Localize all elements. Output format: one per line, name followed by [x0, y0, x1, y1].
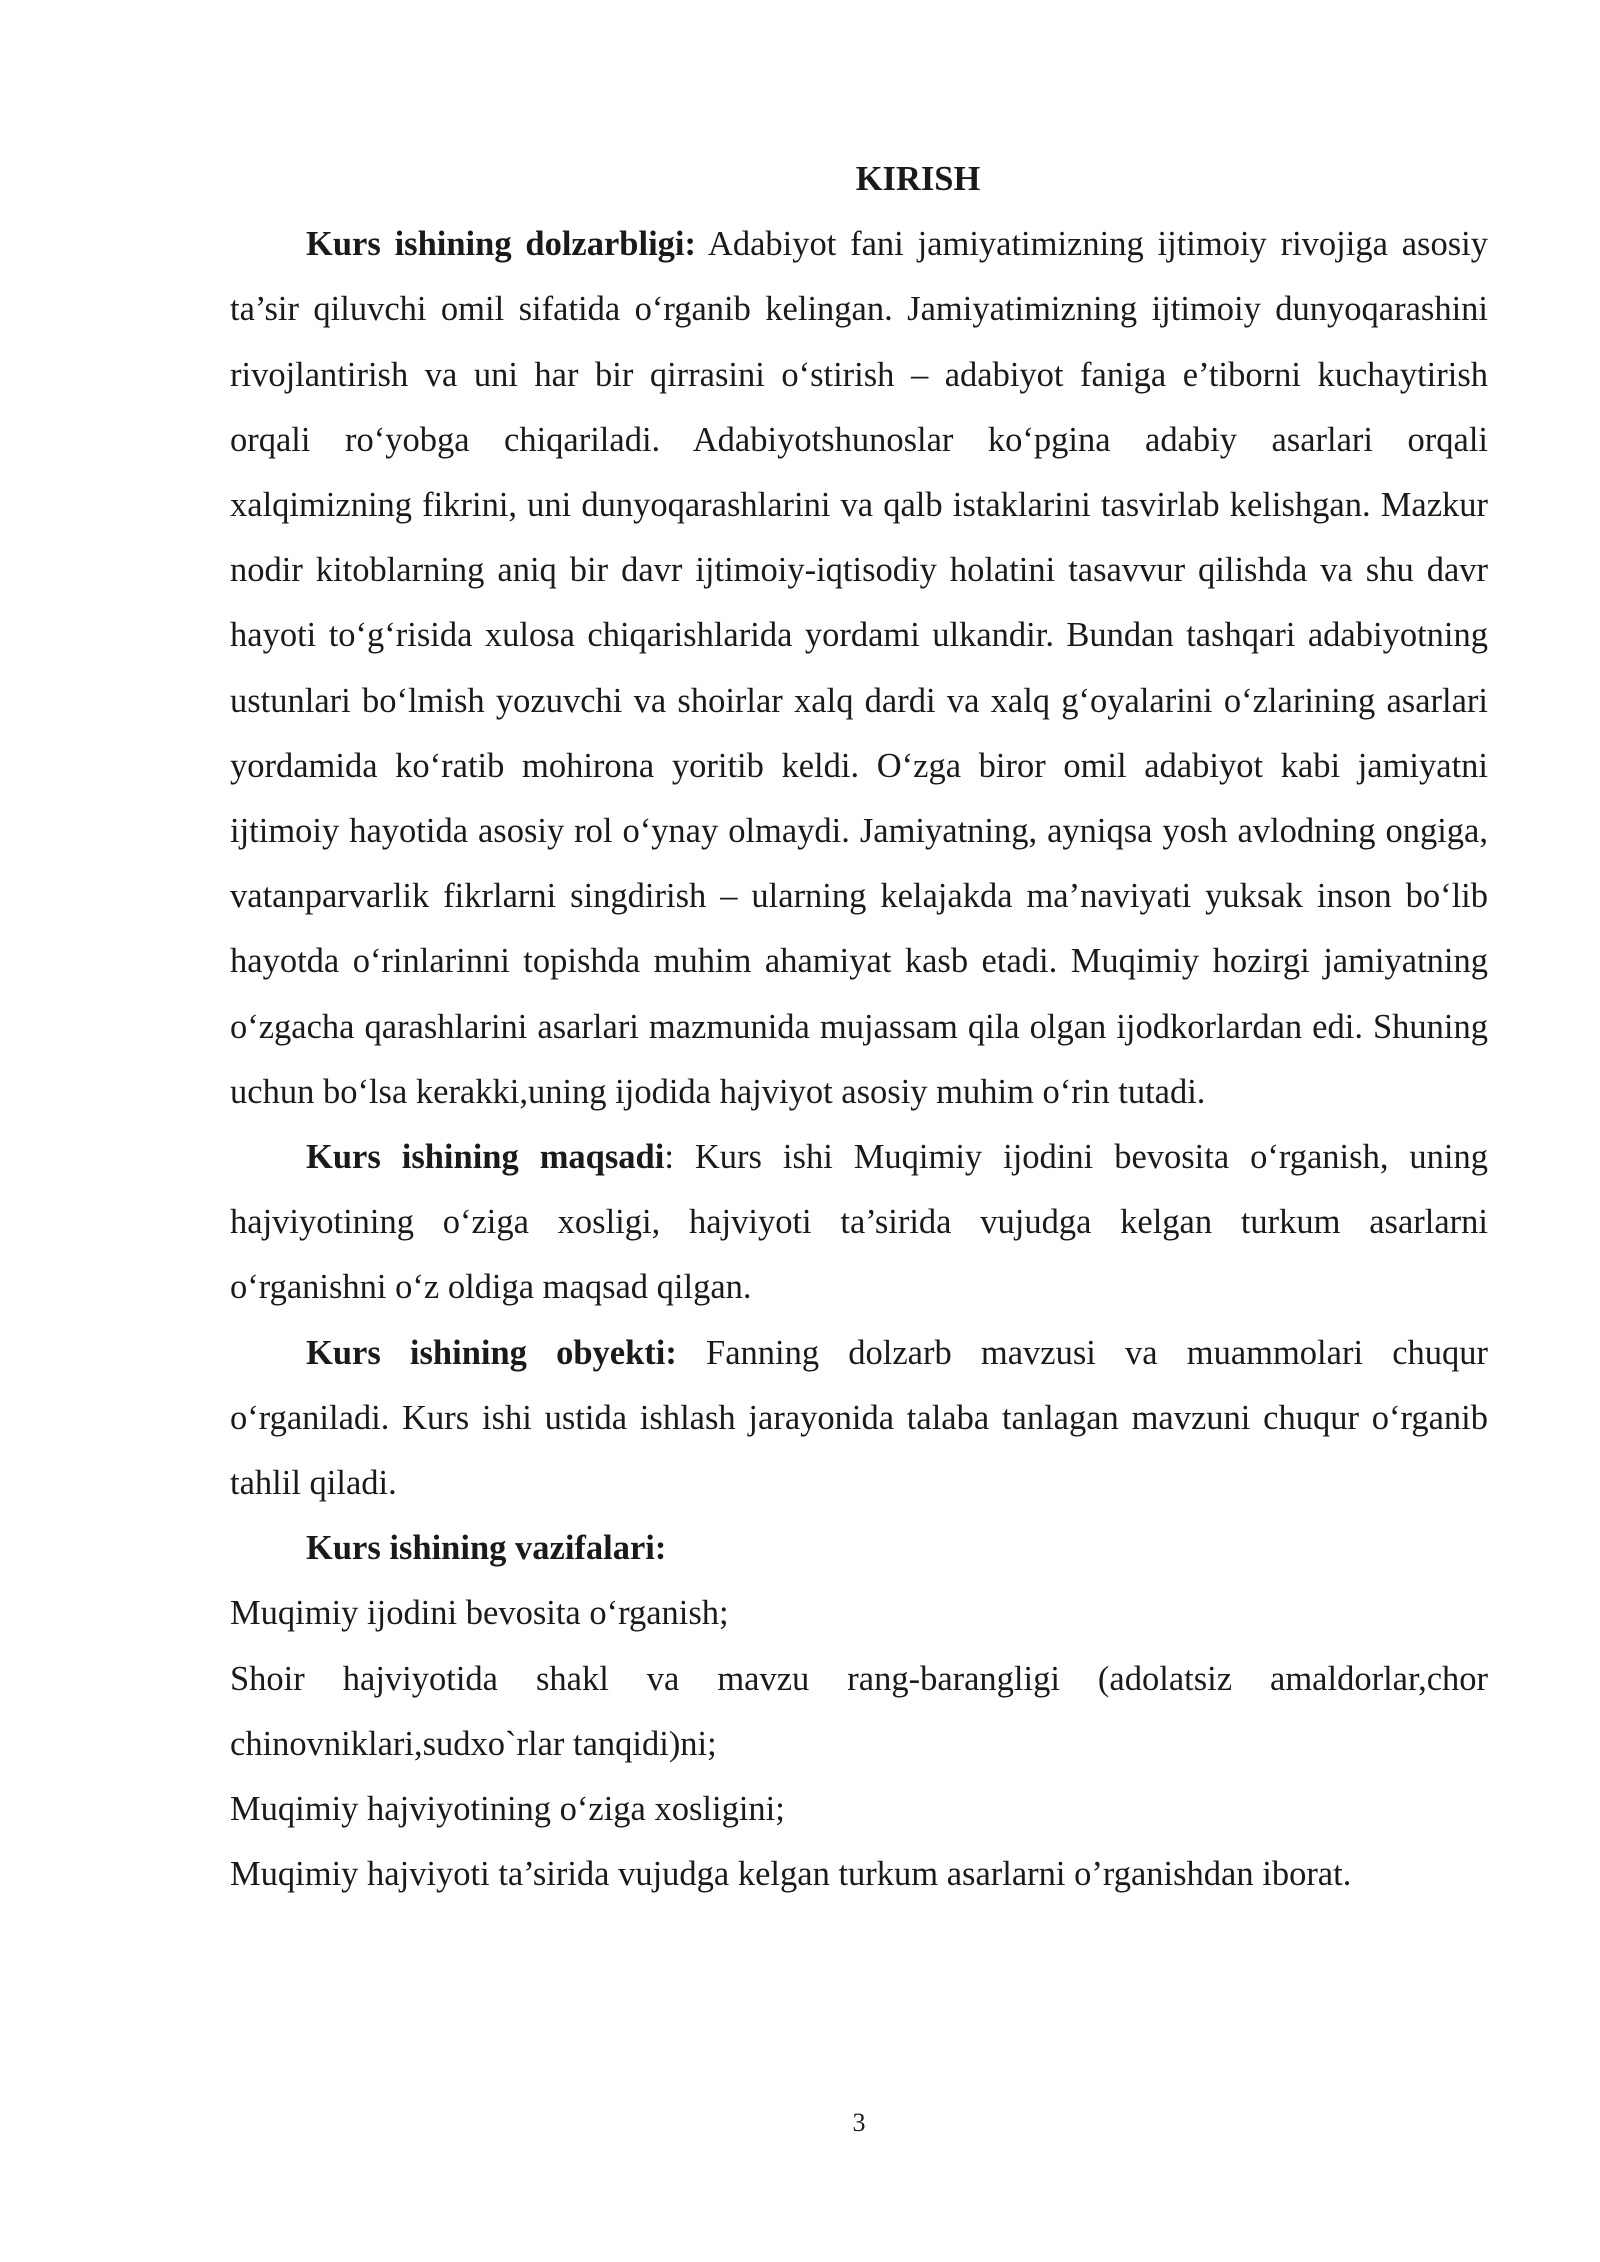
- paragraph-label: Kurs ishining maqsadi: [306, 1138, 665, 1177]
- task-item: Muqimiy hajviyoti ta’sirida vujudga kelgan turkum asarlarni o’rganishdan iborat.: [230, 1855, 1352, 1894]
- paragraph-relevance: [230, 212, 1488, 1125]
- page-content: [230, 147, 1488, 1907]
- task-item: Muqimiy hajviyotining o‘ziga xosligini;: [230, 1790, 785, 1829]
- paragraph-text: Adabiyot fani jamiyatimizning ijtimoiy rivojiga asosiy ta’sir qiluvchi omil sifatida o‘rganib kelingan. Jamiyatimizning ijtimoiy dunyoqarashini rivojlantirish va uni har bir qirrasini o‘stirish – adabiyot faniga e’tiborni kuchaytirish orqali ro‘yobga chiqariladi. Adabiyotshunoslar ko‘pgina adabiy asarlari orqali xalqimizning fikrini, uni dunyoqarashlarini va qalb istaklarini tasvirlab kelishgan. Mazkur nodir kitoblarning aniq bir davr ijtimoiy-iqtisodiy holatini tasavvur qilishda va shu davr hayoti to‘g‘risida xulosa chiqarishlarida yordami ulkandir. Bundan tashqari adabiyotning ustunlari bo‘lmish yozuvchi va shoirlar xalq dardi va xalq g‘oyalarini o‘zlarining asarlari yordamida ko‘ratib mohirona yoritib keldi. O‘zga biror omil adabiyot kabi jamiyatni ijtimoiy hayotida asosiy rol o‘ynay olmaydi. Jamiyatning, ayniqsa yosh avlodning ongiga, vatanparvarlik fikrlarni singdirish – ularning kelajakda ma’naviyati yuksak inson bo‘lib hayotda o‘rinlarinni topishda muhim ahamiyat kasb etadi. Muqimiy hozirgi jamiyatning o‘zgacha qarashlarini asarlari mazmunida mujassam qila olgan ijodkorlardan edi. Shuning uchun bo‘lsa kerakki,uning ijodida hajviyot asosiy muhim o‘rin tutadi.: [230, 225, 1488, 1111]
- section-heading: KIRISH: [855, 160, 981, 198]
- paragraph-text: Fanning dolzarb mavzusi va muammolari chuqur o‘rganiladi. Kurs ishi ustida ishlash jarayonida talaba tanlagan mavzuni chuqur o‘rganib tahlil qiladi.: [230, 1333, 1488, 1503]
- paragraph-label: Kurs ishining dolzarbligi:: [306, 225, 696, 264]
- paragraph-label: Kurs ishining obyekti:: [306, 1333, 677, 1372]
- page-number: 3: [852, 2108, 866, 2137]
- paragraph-text: : Kurs ishi Muqimiy ijodini bevosita o‘rganish, uning hajviyotining o‘ziga xosligi, hajviyoti ta’sirida vujudga kelgan turkum asarlarni o‘rganishni o‘z oldiga maqsad qilgan.: [230, 1138, 1488, 1307]
- paragraph-object: [230, 1321, 1488, 1517]
- paragraph-tasks-heading: [230, 1516, 1488, 1581]
- task-item: Shoir hajviyotida shakl va mavzu rang-barangligi (adolatsiz amaldorlar,chor chinovniklari,sudxo`rlar tanqidi)ni;: [230, 1659, 1488, 1763]
- paragraph-goal: [230, 1125, 1488, 1321]
- task-item: Muqimiy ijodini bevosita o‘rganish;: [230, 1594, 729, 1633]
- paragraph-label: Kurs ishining vazifalari:: [306, 1529, 667, 1568]
